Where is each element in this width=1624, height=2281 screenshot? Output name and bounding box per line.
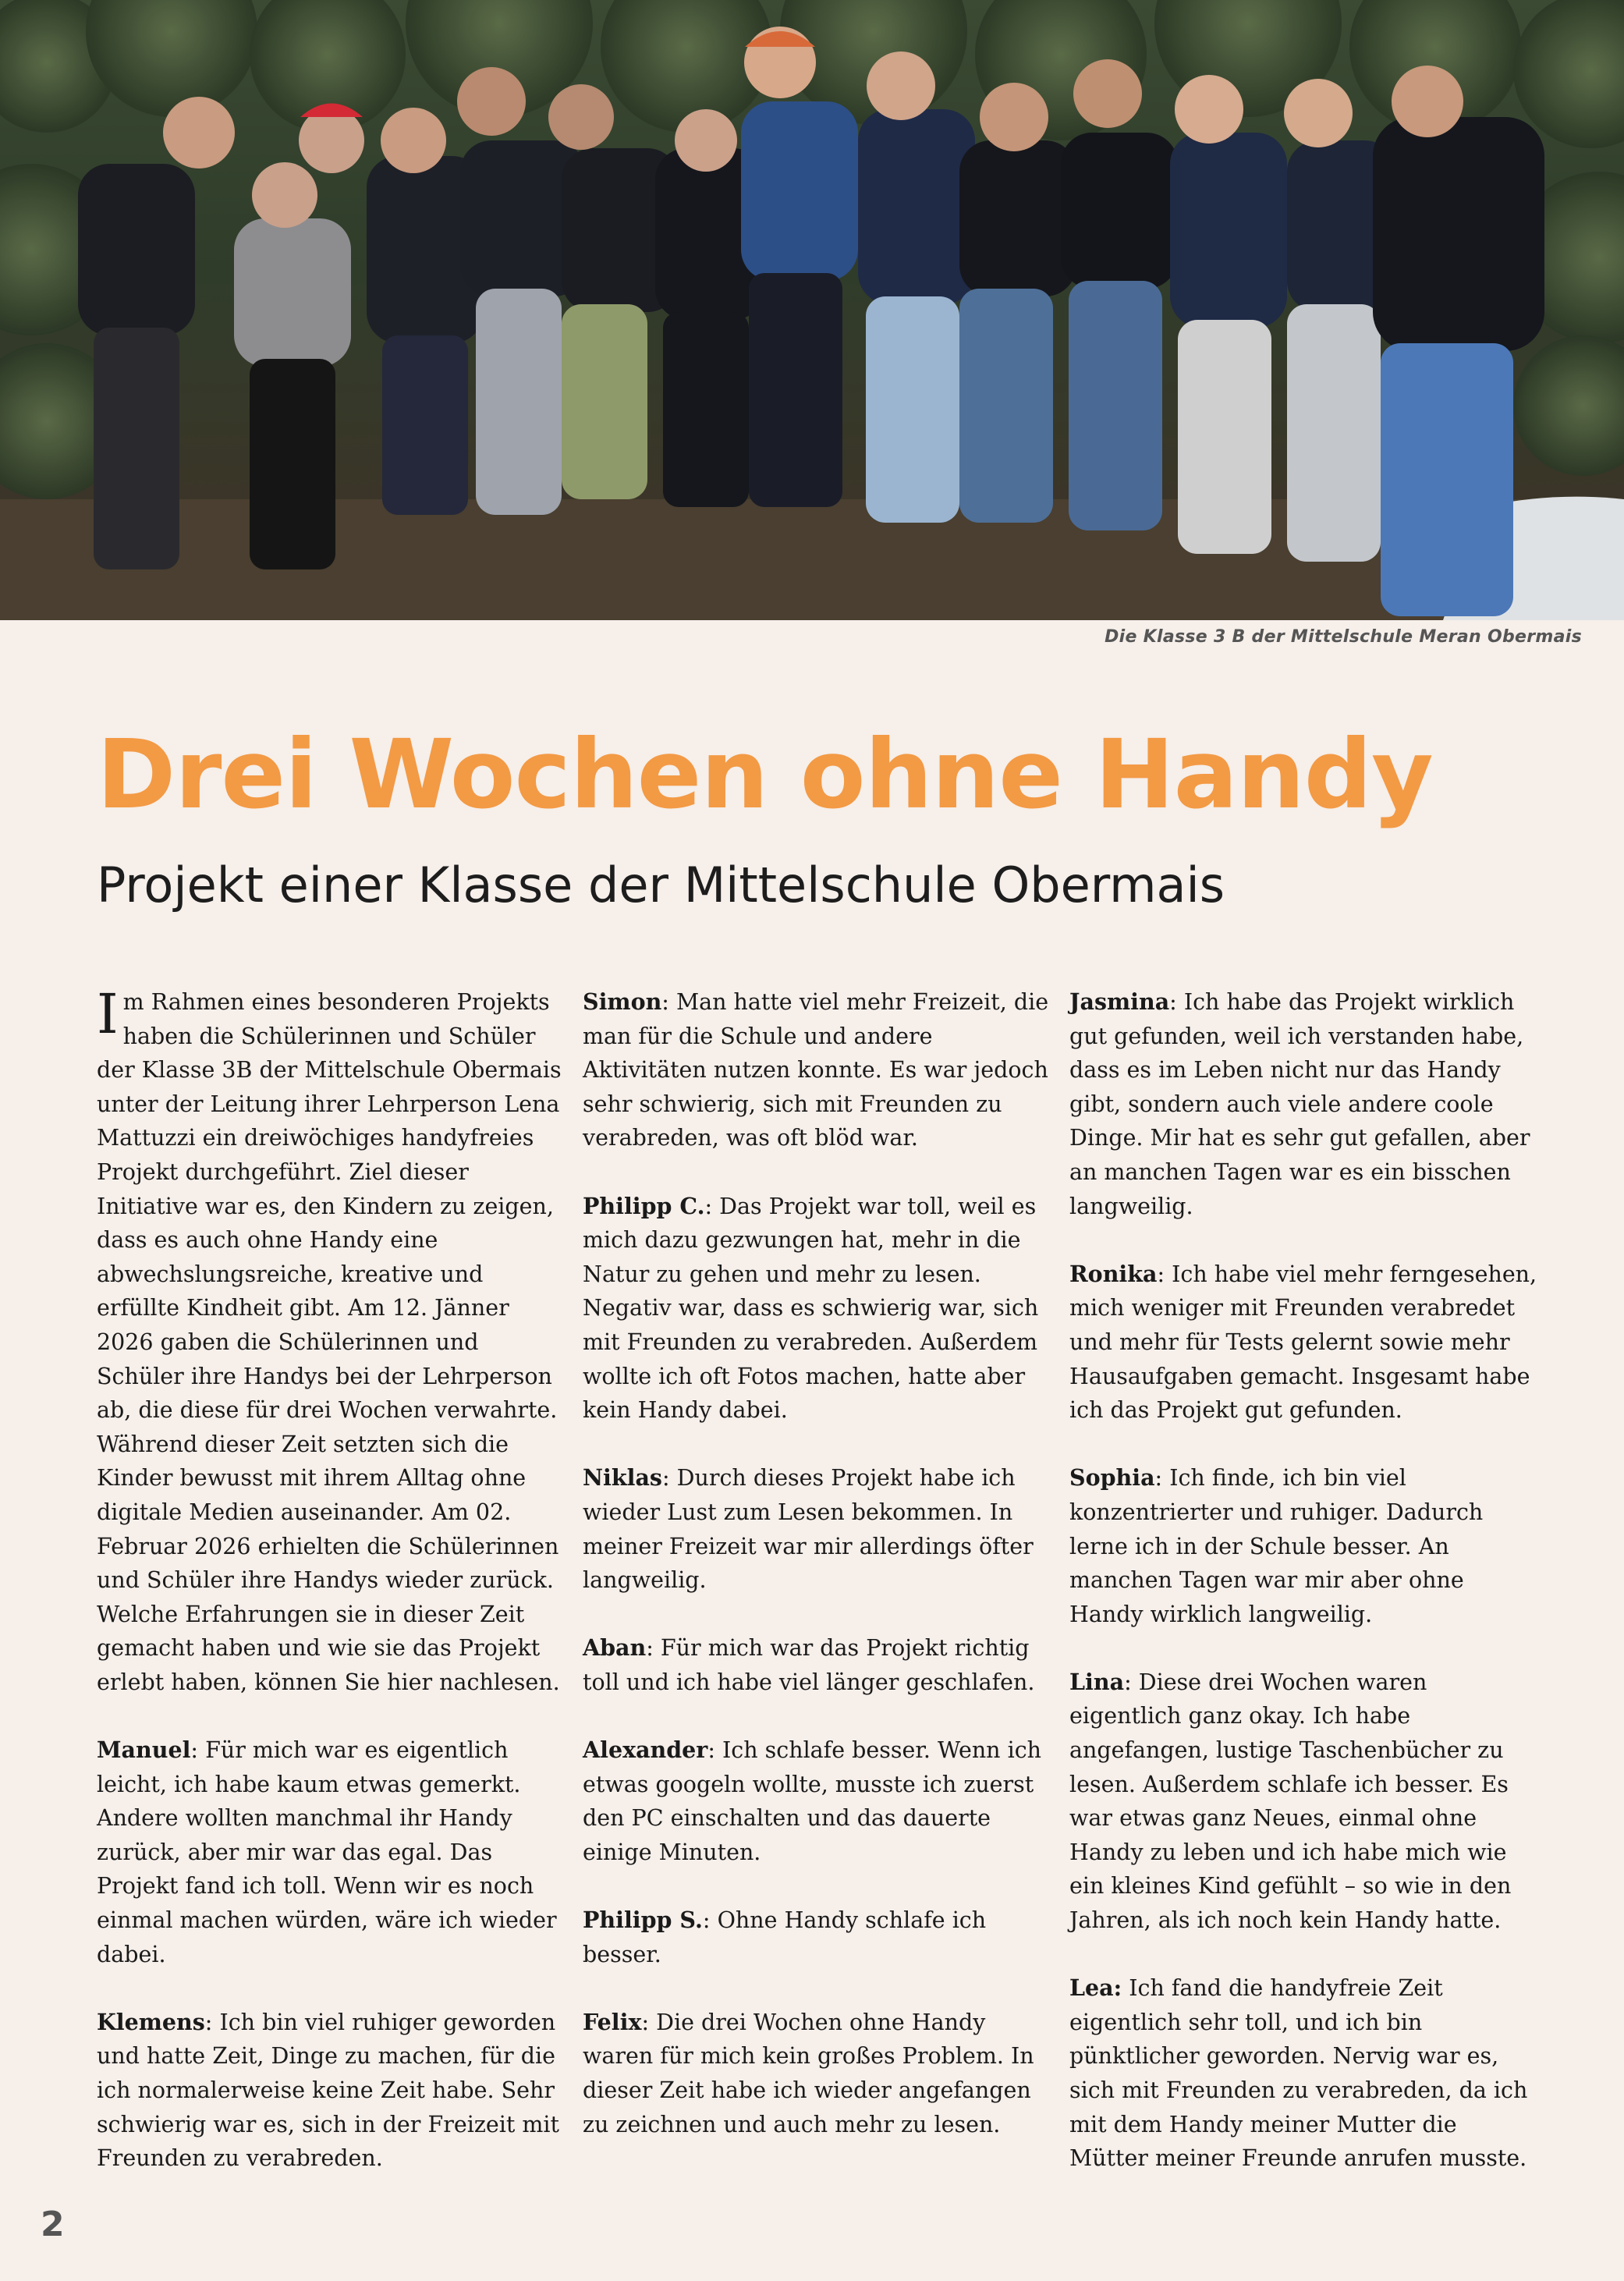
statement-lina [1069,1666,1537,1938]
intro-paragraph [97,982,565,1699]
text-column-3 [1069,985,1537,2176]
drop-cap: I [97,982,119,1046]
speaker-name: Felix [583,2008,642,2035]
speaker-name: Sophia [1069,1464,1155,1492]
speaker-name: Niklas [583,1464,662,1492]
speaker-name: Lina [1069,1668,1125,1695]
speaker-name: Jasmina [1069,988,1170,1015]
statement-aban [583,1631,1051,1699]
statement-text: : Das Projekt war toll, weil es mich dazu gezwungen hat, mehr in die Natur zu gehen und mehr zu lesen. Negativ war, dass es schwierig war, sich mit Freunden zu verabreden. Außerdem wollte ich oft Fotos machen, hatte aber kein Handy dabei. [583,1193,1039,1424]
group-photo-icon [0,0,1624,620]
statement-ronika [1069,1258,1537,1428]
speaker-name: Philipp C. [583,1192,705,1219]
photo-caption: Die Klasse 3 B der Mittelschule Meran Obermais [1105,627,1582,647]
statement-text: : Ich bin viel ruhiger geworden und hatte Zeit, Dinge zu machen, für die ich normalerweise keine Zeit habe. Sehr schwierig war es, sich in der Freizeit mit Freunden zu verabreden. [97,2009,559,2172]
statement-text: : Ohne Handy schlafe ich besser. [583,1907,987,1967]
speaker-name: Simon [583,988,662,1015]
speaker-name: Ronika [1069,1260,1158,1287]
statement-text: : Die drei Wochen ohne Handy waren für mich kein großes Problem. In dieser Zeit habe ich wieder angefangen zu zeichnen und auch mehr zu lesen. [583,2009,1034,2137]
group-photo [0,0,1624,620]
statement-text: : Für mich war das Projekt richtig toll und ich habe viel länger geschlafen. [583,1635,1035,1695]
paragraph-text: m Rahmen eines besonderen Projekts haben die Schülerinnen und Schüler der Klasse 3B der Mittelschule Obermais unter der Leitung ihrer Lehrperson Lena Mattuzzi ein dreiwöchiges handyfreies Projekt durchgeführt. Ziel dieser Initiative war es, den Kindern zu zeigen, dass es auch ohne Handy eine abwechslungsreiche, kreative und erfüllte Kindheit gibt. Am 12. Jänner 2026 gaben die Schülerinnen und Schüler ihre Handys bei der Lehrperson ab, die diese für drei Wochen verwahrte. Während dieser Zeit setzten sich die Kinder bewusst mit ihrem Alltag ohne digitale Medien auseinander. Am 02. Februar 2026 erhielten die Schülerinnen und Schüler ihre Handys wieder zurück. Welche Erfahrungen sie in dieser Zeit gemacht haben und wie sie das Projekt erlebt haben, können Sie hier nachlesen. [97,989,562,1695]
statement-klemens [97,2006,565,2176]
statement-text: : Ich habe viel mehr ferngesehen, mich weniger mit Freunden verabredet und mehr für Tests gelernt sowie mehr Hausaufgaben gemacht. Insgesamt habe ich das Projekt gut gefunden. [1069,1261,1537,1424]
statement-text: : Durch dieses Projekt habe ich wieder Lust zum Lesen bekommen. In meiner Freizeit war mir allerdings öfter langweilig. [583,1465,1034,1594]
article-subtitle: Projekt einer Klasse der Mittelschule Obermais [97,857,1225,913]
speaker-name: Aban [583,1634,647,1662]
statement-text: : Man hatte viel mehr Freizeit, die man für die Schule und andere Aktivitäten nutzen konnte. Es war jedoch sehr schwierig, sich mit Freunden zu verabreden, was oft blöd war. [583,989,1049,1151]
speaker-name: Philipp S. [583,1907,703,1934]
speaker-name: Manuel [97,1736,191,1764]
statement-text: : Ich finde, ich bin viel konzentrierter und ruhiger. Dadurch lerne ich in der Schule besser. An manchen Tagen war mir aber ohne Handy wirklich langweilig. [1069,1465,1484,1627]
speaker-name: Lea: [1069,1974,1122,2002]
statement-text: Ich fand die handyfreie Zeit eigentlich sehr toll, und ich bin pünktlicher geworden. Nervig war es, sich mit Freunden zu verabreden, da ich mit dem Handy meiner Mutter die Mütter meiner Freunde anrufen musste. [1069,1975,1528,2172]
statement-philipp-c [583,1190,1051,1428]
article-title: Drei Wochen ohne Handy [97,719,1433,830]
statement-sophia [1069,1461,1537,1631]
speaker-name: Klemens [97,2008,205,2035]
statement-manuel [97,1733,565,1971]
statement-alexander [583,1733,1051,1869]
statement-text: : Ich habe das Projekt wirklich gut gefunden, weil ich verstanden habe, dass es im Leben nicht nur das Handy gibt, sondern auch viele andere coole Dinge. Mir hat es sehr gut gefallen, aber an manchen Tagen war es ein bisschen langweilig. [1069,989,1530,1219]
statement-felix [583,2006,1051,2141]
statement-lea [1069,1971,1537,2176]
speaker-name: Alexander [583,1736,708,1764]
statement-philipp-s [583,1903,1051,1971]
statement-jasmina [1069,985,1537,1223]
text-column-2 [583,985,1051,2141]
page-number: 2 [41,2205,65,2244]
text-column-1 [97,982,565,2176]
statement-text: : Ich schlafe besser. Wenn ich etwas googeln wollte, musste ich zuerst den PC einschalten und das dauerte einige Minuten. [583,1737,1042,1865]
statement-simon [583,985,1051,1155]
statement-text: : Diese drei Wochen waren eigentlich ganz okay. Ich habe angefangen, lustige Taschenbücher zu lesen. Außerdem schlafe ich besser. Es war etwas ganz Neues, einmal ohne Handy zu leben und ich habe mich wie ein kleines Kind gefühlt – so wie in den Jahren, als ich noch kein Handy hatte. [1069,1669,1512,1934]
statement-niklas [583,1461,1051,1597]
statement-text: : Für mich war es eigentlich leicht, ich habe kaum etwas gemerkt. Andere wollten manchmal ihr Handy zurück, aber mir war das egal. Das Projekt fand ich toll. Wenn wir es noch einmal machen würden, wäre ich wieder dabei. [97,1737,557,1967]
